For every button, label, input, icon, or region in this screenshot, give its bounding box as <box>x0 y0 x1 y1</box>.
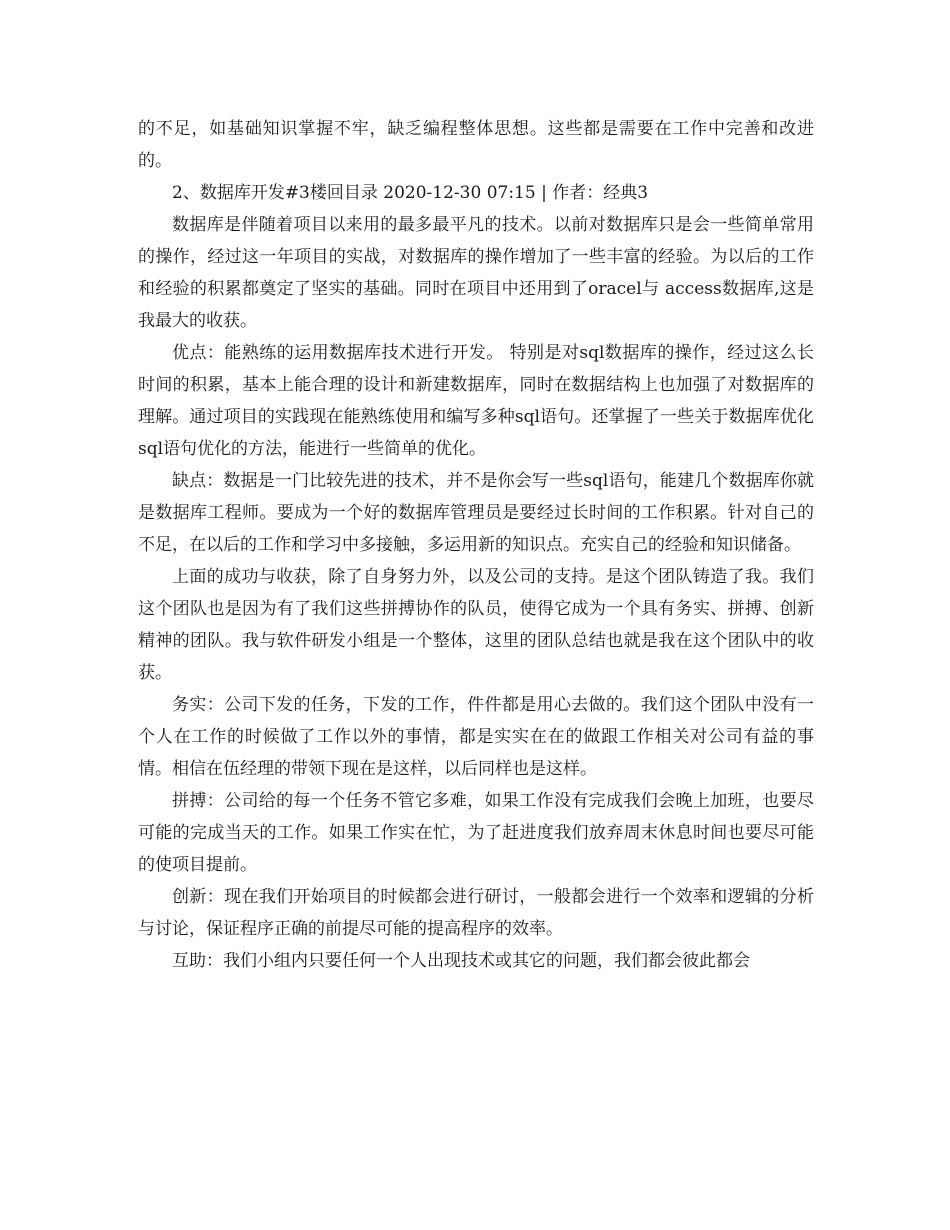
document-body <box>138 113 814 977</box>
paragraph-shortcomings: 缺点：数据是一门比较先进的技术，并不是你会写一些sql语句，能建几个数据库你就是数据库工程师。要成为一个好的数据库管理员是要经过长时间的工作积累。针对自己的不足，在以后的工作和学习中多接触，多运用新的知识点。充实自己的经验和知识储备。 <box>138 471 814 555</box>
paragraph-advantages: 优点：能熟练的运用数据库技术进行开发。 特别是对sql数据库的操作，经过这么长时间的积累，基本上能合理的设计和新建数据库，同时在数据结构上也加强了对数据库的理解。通过项目的实践现在能熟练使用和编写多种sql语句。还掌握了一些关于数据库优化sql语句优化的方法，能进行一些简单的优化。 <box>138 343 814 459</box>
paragraph-database-intro: 数据库是伴随着项目以来用的最多最平凡的技术。以前对数据库只是会一些简单常用的操作，经过这一年项目的实战，对数据库的操作增加了一些丰富的经验。为以后的工作和经验的积累都奠定了坚实的基础。同时在项目中还用到了oracel与 access数据库,这是我最大的收获。 <box>138 215 814 331</box>
paragraph-mutual-help: 互助：我们小组内只要任何一个人出现技术或其它的问题，我们都会彼此都会 <box>172 951 750 971</box>
paragraph-innovation: 创新：现在我们开始项目的时候都会进行研讨，一般都会进行一个效率和逻辑的分析与讨论，保证程序正确的前提尽可能的提高程序的效率。 <box>138 887 814 939</box>
paragraph-continuation: 的不足，如基础知识掌握不牢，缺乏编程整体思想。这些都是需要在工作中完善和改进的。 <box>138 119 814 171</box>
section-heading-database: 2、数据库开发#3楼回目录 2020-12-30 07:15 | 作者：经典3 <box>172 183 649 203</box>
paragraph-hardworking: 拼搏：公司给的每一个任务不管它多难，如果工作没有完成我们会晚上加班，也要尽可能的完成当天的工作。如果工作实在忙，为了赶进度我们放弃周末休息时间也要尽可能的使项目提前。 <box>138 791 814 875</box>
paragraph-practical: 务实：公司下发的任务，下发的工作，件件都是用心去做的。我们这个团队中没有一个人在工作的时候做了工作以外的事情，都是实实在在的做跟工作相关对公司有益的事情。相信在伍经理的带领下现在是这样，以后同样也是这样。 <box>138 695 814 779</box>
paragraph-team-summary: 上面的成功与收获，除了自身努力外，以及公司的支持。是这个团队铸造了我。我们这个团队也是因为有了我们这些拼搏协作的队员，使得它成为一个具有务实、拼搏、创新精神的团队。我与软件研发小组是一个整体，这里的团队总结也就是我在这个团队中的收获。 <box>138 567 814 683</box>
